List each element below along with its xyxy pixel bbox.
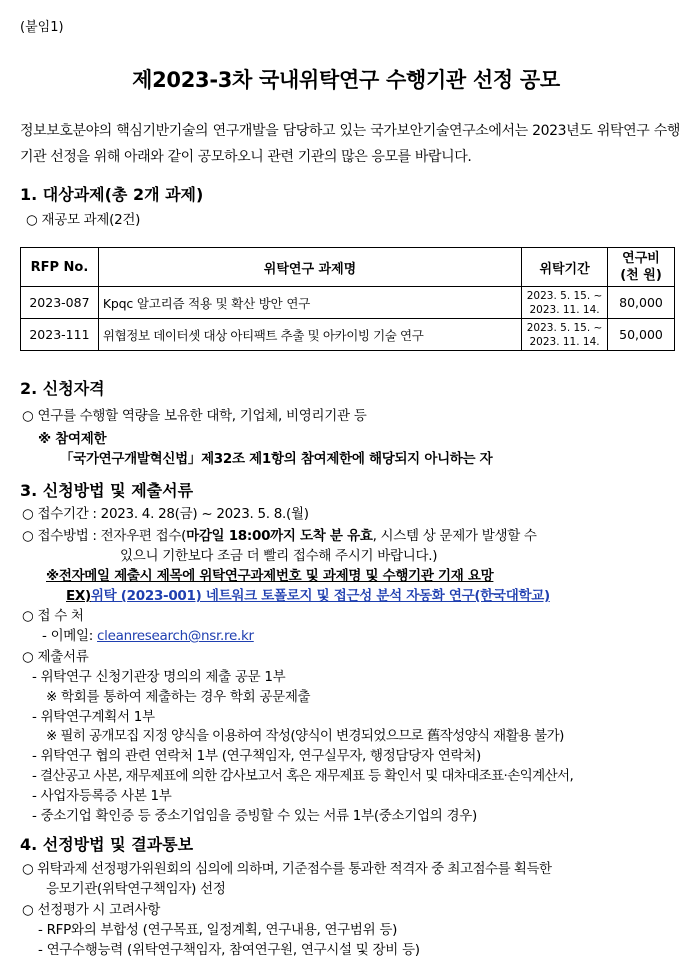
example-prefix: EX): [66, 588, 91, 604]
email-subject-notice: ※전자메일 제출시 제목에 위탁연구과제번호 및 과제명 및 수행기관 기재 요망: [46, 568, 494, 584]
table-row: [21, 287, 675, 319]
email-line: [42, 624, 254, 644]
document-2-note: ※ 필히 공개모집 지정 양식을 이용하여 작성(양식이 변경되었으므로 舊작성양식 재활용 불가): [46, 728, 564, 744]
header-name: 위탁연구 과제명: [98, 248, 521, 287]
email-link[interactable]: cleanresearch@nsr.re.kr: [97, 628, 254, 644]
table-header-row: [21, 248, 675, 287]
restriction-note: ※ 참여제한: [38, 431, 107, 447]
selection-line-1: ○ 위탁과제 선정평가위원회의 심의에 의하며, 기준점수를 통과한 적격자 중 최고점수를 획득한: [22, 861, 552, 877]
section-1-sub: ○ 재공모 과제(2건): [26, 212, 141, 228]
eligibility-line: ○ 연구를 수행할 역량을 보유한 대학, 기업체, 비영리기관 등: [22, 408, 367, 424]
row-cost: 80,000: [608, 287, 675, 319]
document-3: - 위탁연구 협의 관련 연락처 1부 (연구책임자, 연구실무자, 행정담당자 연락처): [32, 748, 481, 764]
row-name: Kpqc 알고리즘 적용 및 확산 방안 연구: [98, 287, 521, 319]
header-cost-line2: (천 원): [620, 268, 662, 283]
document-2: - 위탁연구계획서 1부: [32, 709, 155, 725]
application-period: ○ 접수기간 : 2023. 4. 28(금) ~ 2023. 5. 8.(월): [22, 506, 309, 522]
row-name: 위협정보 데이터셋 대상 아티팩트 추출 및 아카이빙 기술 연구: [98, 319, 521, 351]
rfp-table: [20, 247, 675, 351]
document-6: - 중소기업 확인증 등 중소기업임을 증빙할 수 있는 서류 1부(중소기업의 경우): [32, 808, 477, 824]
annex-label: (붙임1): [20, 20, 64, 35]
email-subject-example: [66, 584, 550, 604]
table-row: [21, 319, 675, 351]
example-text: 위탁 (2023-001) 네트워크 토폴로지 및 접근성 분석 자동화 연구(한국대학교): [90, 588, 550, 604]
document-1: - 위탁연구 신청기관장 명의의 제출 공문 1부: [32, 669, 286, 685]
header-cost: [608, 248, 675, 287]
row-rfp: 2023-087: [21, 287, 99, 319]
documents-label: ○ 제출서류: [22, 649, 89, 665]
row-period-end: 2023. 11. 14.: [529, 303, 600, 316]
receipt-label: ○ 접 수 처: [22, 608, 84, 624]
application-method-cont: 있으니 기한보다 조금 더 빨리 접수해 주시기 바랍니다.): [120, 548, 438, 564]
document-4: - 결산공고 사본, 재무제표에 의한 감사보고서 혹은 재무제표 등 확인서 및 대차대조표·손익계산서,: [32, 768, 574, 784]
row-period: [522, 287, 608, 319]
header-period: 위탁기간: [522, 248, 608, 287]
section-3-heading: 3. 신청방법 및 제출서류: [20, 481, 194, 500]
row-period-end: 2023. 11. 14.: [529, 335, 600, 348]
section-2-heading: 2. 신청자격: [20, 379, 105, 398]
document-1-note: ※ 학회를 통하여 제출하는 경우 학회 공문제출: [46, 689, 311, 705]
section-4-heading: 4. 선정방법 및 결과통보: [20, 835, 194, 854]
evaluation-item-1: - RFP와의 부합성 (연구목표, 일정계획, 연구내용, 연구범위 등): [38, 922, 398, 938]
restriction-detail: 「국가연구개발혁신법」제32조 제1항의 참여제한에 해당되지 아니하는 자: [60, 451, 493, 467]
application-method: [22, 524, 537, 544]
evaluation-label: ○ 선정평가 시 고려사항: [22, 902, 161, 918]
evaluation-item-2: - 연구수행능력 (위탁연구책임자, 참여연구원, 연구시설 및 장비 등): [38, 942, 420, 958]
row-cost: 50,000: [608, 319, 675, 351]
page-title: 제2023-3차 국내위탁연구 수행기관 선정 공모: [132, 68, 560, 92]
section-1-heading: 1. 대상과제(총 2개 과제): [20, 185, 204, 204]
email-label: - 이메일:: [42, 628, 98, 644]
intro-paragraph: 정보보호분야의 핵심기반기술의 연구개발을 담당하고 있는 국가보안기술연구소에서는 2023년도 위탁연구 수행기관 선정을 위해 아래와 같이 공모하오니 관련 기관의 많은 응모를 바랍니다.: [20, 123, 680, 165]
selection-line-1b: 응모기관(위탁연구책임자) 선정: [46, 881, 226, 897]
header-cost-line1: 연구비: [622, 251, 660, 266]
method-text-a: ○ 접수방법 : 전자우편 접수(: [22, 528, 187, 544]
row-period-start: 2023. 5. 15. ~: [526, 289, 603, 302]
row-period: [522, 319, 608, 351]
document-5: - 사업자등록증 사본 1부: [32, 788, 172, 804]
row-rfp: 2023-111: [21, 319, 99, 351]
deadline-text: 마감일 18:00까지 도착 분 유효: [186, 528, 373, 544]
method-text-c: , 시스템 상 문제가 발생할 수: [372, 528, 537, 544]
row-period-start: 2023. 5. 15. ~: [526, 321, 603, 334]
header-rfp: RFP No.: [21, 248, 99, 287]
